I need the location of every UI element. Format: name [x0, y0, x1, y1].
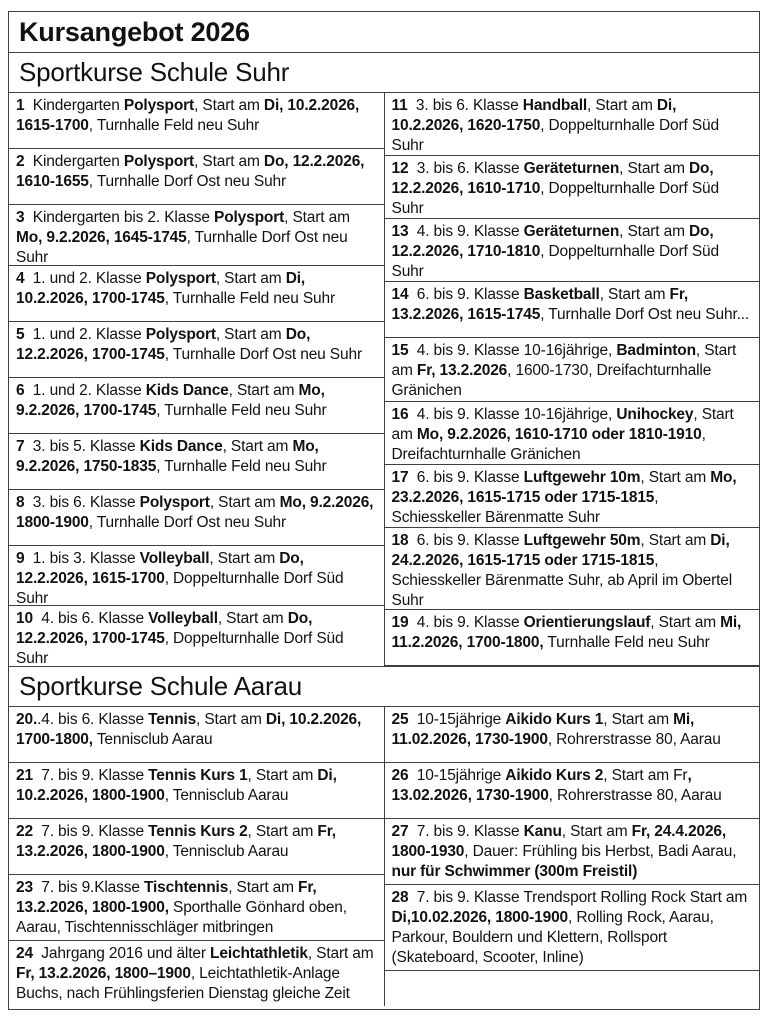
entry-text-segment: 1. und 2. Klasse — [24, 325, 146, 343]
entry-text-segment: Polysport — [139, 493, 210, 511]
course-number: 1 — [16, 97, 25, 114]
entry-text-segment: Aikido Kurs 1 — [505, 711, 604, 728]
course-number: 25 — [391, 711, 409, 728]
empty-cell — [385, 971, 760, 1006]
entry-text-segment: Basketball — [523, 286, 600, 304]
course-entry — [9, 149, 384, 205]
course-number: 7 — [16, 437, 25, 455]
course-entry — [9, 93, 384, 149]
entry-text-segment: Unihockey — [616, 405, 694, 423]
entry-text-segment: Fr, 13.2.2026, 1800-1900, — [16, 879, 321, 916]
entry-text-segment: 7. bis 9. Klasse — [32, 767, 149, 784]
course-entry — [385, 338, 760, 401]
entry-text-segment: 7. bis 9. Klasse Trendsport Rolling Rock Start am — [408, 889, 752, 906]
course-entry — [9, 707, 384, 763]
entry-text-segment: , Tennisclub Aarau — [164, 843, 289, 860]
entry-text-segment: Do, 12.2.2026, 1610-1655 — [16, 153, 369, 190]
course-number: 12 — [391, 160, 409, 178]
course-number: 3 — [16, 209, 25, 226]
entry-text-segment: 7. bis 9. Klasse — [408, 823, 524, 840]
entry-text-segment: , Start am — [194, 153, 264, 170]
course-column — [384, 93, 760, 666]
course-entry — [385, 156, 760, 219]
entry-text-segment: , Start am — [640, 468, 711, 486]
entry-text-segment: , Start am — [619, 223, 690, 241]
entry-text-segment: , Start am — [194, 97, 264, 114]
entry-text-segment: , Rohrerstrasse 80, Aarau — [548, 787, 722, 804]
entry-text-segment: , Start am — [391, 342, 741, 380]
course-entry — [9, 546, 384, 607]
course-number: 24 — [16, 945, 33, 962]
entry-text-segment: Tennisclub Aarau — [92, 731, 213, 748]
entry-text-segment: 4. bis 9. Klasse 10-16jährige, — [408, 342, 617, 360]
course-entry — [385, 219, 760, 282]
entry-text-segment: 4. bis 9. Klasse — [408, 223, 524, 241]
entry-text-segment: Handball — [522, 97, 588, 114]
entry-text-segment: Sporthalle Gönhard oben, Aarau, Tischtennisschläger mitbringen — [16, 899, 351, 936]
entry-text-segment: Fr, 13.2.2026, 1800-1900 — [16, 823, 341, 860]
entry-text-segment: , Doppelturnhalle Dorf Süd Suhr — [16, 630, 348, 666]
entry-text-segment: Tischtennis — [143, 879, 229, 896]
entry-text-segment: Mo, 9.2.2026, 1700-1745 — [16, 381, 329, 419]
entry-text-segment: Luftgewehr 10m — [523, 468, 641, 486]
entry-text-segment: 6. bis 9. Klasse — [408, 286, 524, 304]
course-entry — [9, 606, 384, 666]
entry-text-segment: Di, 10.2.2026, 1700-1745 — [16, 269, 310, 307]
course-entry — [385, 610, 760, 666]
entry-text-segment: , Start am — [603, 711, 674, 728]
course-entry — [9, 266, 384, 322]
entry-text-segment: Di, 10.2.2026, 1700-1800, — [16, 711, 366, 748]
course-entry — [385, 885, 760, 971]
entry-text-segment: Kanu — [523, 823, 562, 840]
entry-text-segment: Fr, 13.2.2026, 1615-1745 — [391, 286, 693, 324]
entry-text-segment: , Start am — [307, 945, 378, 962]
entry-text-segment: , Doppelturnhalle Dorf Süd Suhr — [391, 243, 724, 281]
entry-text-segment: 3. bis 6. Klasse — [24, 493, 140, 511]
entry-text-segment: Tennis Kurs 1 — [148, 767, 248, 784]
course-number: 18 — [391, 531, 409, 549]
course-entry — [9, 378, 384, 434]
entry-text-segment: Badminton — [616, 342, 696, 360]
course-number: 19 — [391, 614, 409, 632]
course-number: 16 — [391, 405, 409, 423]
entry-text-segment: Kindergarten bis 2. Klasse — [24, 209, 214, 226]
course-column — [384, 707, 760, 1006]
entry-text-segment: Do, 12.2.2026, 1610-1710 — [391, 160, 718, 198]
entry-text-segment: , Turnhalle Dorf Ost neu Suhr — [16, 229, 352, 266]
course-entry — [9, 322, 384, 378]
entry-text-segment: Kindergarten — [24, 153, 124, 170]
entry-text-segment: , Schiesskeller Bärenmatte Suhr — [391, 488, 663, 526]
entry-text-segment: Di, 10.2.2026, 1800-1900 — [16, 767, 341, 804]
entry-text-segment: , Start am — [561, 823, 632, 840]
entry-text-segment: , Turnhalle Dorf Ost neu Suhr — [88, 173, 287, 190]
entry-text-segment: , Turnhalle Feld neu Suhr — [156, 457, 327, 475]
entry-text-segment: , 1600-1730, Dreifachturnhalle Gränichen — [391, 362, 716, 400]
course-entry — [9, 763, 384, 819]
course-entry — [9, 205, 384, 266]
entry-text-segment: 7. bis 9. Klasse — [32, 823, 149, 840]
entry-text-segment: 10-15jährige — [408, 767, 506, 784]
entry-text-segment: 1. und 2. Klasse — [24, 381, 146, 399]
entry-text-segment: , Start am — [228, 879, 299, 896]
entry-text-segment: Volleyball — [148, 610, 218, 628]
course-number: 8 — [16, 493, 25, 511]
entry-text-segment: , Rolling Rock, Aarau, Parkour, Bouldern und Klettern, Rollsport (Skateboard, Scooter, Inline) — [391, 909, 718, 966]
entry-text-segment: , Start am — [247, 767, 318, 784]
course-number: 20. — [16, 711, 38, 728]
course-entry — [385, 402, 760, 465]
entry-text-segment: Do, 12.2.2026, 1615-1700 — [16, 549, 308, 587]
course-number: 27 — [391, 823, 409, 840]
entry-text-segment: Do, 12.2.2026, 1710-1810 — [391, 223, 718, 261]
entry-text-segment: Mo, 23.2.2026, 1615-1715 oder 1715-1815 — [391, 468, 741, 506]
entry-text-segment: 1. bis 3. Klasse — [24, 549, 140, 567]
entry-text-segment: , Tennisclub Aarau — [164, 787, 289, 804]
course-table — [8, 11, 760, 1010]
entry-text-segment: Polysport — [145, 325, 216, 343]
entry-text-segment: , Turnhalle Feld neu Suhr — [88, 117, 260, 134]
section-heading: Sportkurse Schule Aarau — [9, 666, 759, 707]
entry-text-segment: Fr, 13.2.2026, 1800–1900 — [16, 965, 191, 982]
entry-text-segment: , Start am — [215, 325, 286, 343]
entry-text-segment: Kids Dance — [145, 381, 229, 399]
entry-text-segment: , Start am — [284, 209, 354, 226]
entry-text-segment: , Turnhalle Feld neu Suhr — [164, 289, 336, 307]
course-number: 26 — [391, 767, 409, 784]
entry-text-segment: Mi, 11.02.2026, 1730-1900 — [391, 711, 699, 748]
entry-text-segment: , Turnhalle Feld neu Suhr — [156, 401, 327, 419]
entry-text-segment: Mo, 9.2.2026, 1750-1835 — [16, 437, 323, 475]
section-heading: Sportkurse Schule Suhr — [9, 52, 759, 93]
entry-text-segment: Di, 10.2.2026, 1615-1700 — [16, 97, 364, 134]
course-number: 15 — [391, 342, 409, 360]
entry-text-segment: Geräteturnen — [523, 160, 620, 178]
course-number: 6 — [16, 381, 25, 399]
course-number: 21 — [16, 767, 33, 784]
entry-text-segment: Mo, 9.2.2026, 1610-1710 oder 1810-1910 — [416, 425, 702, 443]
course-number: 11 — [391, 97, 408, 114]
course-entry — [385, 282, 760, 338]
course-entry — [385, 528, 760, 610]
sections-container — [9, 52, 759, 1006]
entry-text-segment: Polysport — [123, 153, 195, 170]
entry-text-segment: Di,10.02.2026, 1800-1900 — [391, 909, 569, 926]
entry-text-segment: 3. bis 5. Klasse — [24, 437, 140, 455]
entry-text-segment: Aikido Kurs 2 — [505, 767, 604, 784]
entry-text-segment: , Leichtathletik-Anlage Buchs, nach Frühlingsferien Dienstag gleiche Zeit — [16, 965, 350, 1002]
entry-text-segment: , Doppelturnhalle Dorf Süd Suhr — [391, 117, 724, 154]
entry-text-segment: Mo, 9.2.2026, 1800-1900 — [16, 493, 378, 531]
entry-text-segment: , Start am — [228, 381, 299, 399]
entry-text-segment: nur für Schwimmer (300m Freistil) — [391, 863, 638, 880]
entry-text-segment: 4. bis 9. Klasse — [408, 614, 524, 632]
entry-text-segment: , Dauer: Frühling bis Herbst, Badi Aarau, — [464, 843, 741, 860]
course-number: 28 — [391, 889, 409, 906]
entry-text-segment: , Start am — [587, 97, 657, 114]
course-entry — [385, 763, 760, 819]
entry-text-segment: , Schiesskeller Bärenmatte Suhr, ab April im Obertel Suhr — [391, 551, 737, 609]
entry-text-segment: 10-15jährige — [408, 711, 506, 728]
entry-text-segment: Geräteturnen — [523, 223, 620, 241]
course-number: 23 — [16, 879, 33, 896]
entry-text-segment: Di, 10.2.2026, 1620-1750 — [391, 97, 681, 134]
entry-text-segment: .4. bis 6. Klasse — [37, 711, 149, 728]
entry-text-segment: 7. bis 9.Klasse — [32, 879, 144, 896]
entry-text-segment: , Start am — [196, 711, 266, 728]
course-entry — [9, 819, 384, 875]
course-number: 13 — [391, 223, 409, 241]
course-entry — [9, 875, 384, 941]
course-entry — [385, 819, 760, 885]
course-number: 5 — [16, 325, 25, 343]
entry-text-segment: 4. bis 6. Klasse — [32, 610, 149, 628]
entry-text-segment: , Start am — [599, 286, 670, 304]
entry-text-segment: 1. und 2. Klasse — [24, 269, 146, 287]
entry-text-segment: , Start am Fr — [603, 767, 688, 784]
entry-text-segment: , 13.02.2026, 1730-1900 — [391, 767, 696, 804]
entry-text-segment: Volleyball — [139, 549, 210, 567]
entry-text-segment: Polysport — [214, 209, 285, 226]
entry-text-segment: , Dreifachturnhalle Gränichen — [391, 425, 710, 463]
course-entry — [9, 490, 384, 546]
entry-text-segment: , Turnhalle Dorf Ost neu Suhr — [88, 513, 287, 531]
course-number: 10 — [16, 610, 33, 628]
section-body — [9, 93, 759, 666]
entry-text-segment: Fr, 24.4.2026, 1800-1930 — [391, 823, 731, 860]
entry-text-segment: , Start am — [247, 823, 318, 840]
course-number: 2 — [16, 153, 25, 170]
course-number: 14 — [391, 286, 409, 304]
entry-text-segment: , Start am — [640, 531, 711, 549]
entry-text-segment: 6. bis 9. Klasse — [408, 468, 524, 486]
entry-text-segment: Do, 12.2.2026, 1700-1745 — [16, 325, 315, 363]
page-title: Kursangebot 2026 — [19, 16, 250, 47]
entry-text-segment: , Start am — [222, 437, 293, 455]
entry-text-segment: Kindergarten — [24, 97, 124, 114]
entry-text-segment: Luftgewehr 50m — [523, 531, 641, 549]
entry-text-segment: , Rohrerstrasse 80, Aarau — [547, 731, 721, 748]
entry-text-segment: Di, 24.2.2026, 1615-1715 oder 1715-1815 — [391, 531, 734, 569]
entry-text-segment: Kids Dance — [139, 437, 223, 455]
course-number: 4 — [16, 269, 25, 287]
entry-text-segment: Mi, 11.2.2026, 1700-1800, — [391, 614, 746, 652]
section-body — [9, 707, 759, 1006]
entry-text-segment: Leichtathletik — [210, 945, 308, 962]
entry-text-segment: Polysport — [123, 97, 195, 114]
course-entry — [385, 707, 760, 763]
entry-text-segment: , Turnhalle Dorf Ost neu Suhr... — [540, 306, 750, 324]
entry-text-segment: , Doppelturnhalle Dorf Süd Suhr — [391, 180, 724, 218]
entry-text-segment: 4. bis 9. Klasse 10-16jährige, — [408, 405, 617, 423]
course-number: 9 — [16, 549, 25, 567]
entry-text-segment: Polysport — [145, 269, 216, 287]
entry-text-segment: , Turnhalle Dorf Ost neu Suhr — [164, 345, 362, 363]
entry-text-segment: , Start am — [215, 269, 286, 287]
entry-text-segment: Tennis — [148, 711, 197, 728]
entry-text-segment: Tennis Kurs 2 — [148, 823, 248, 840]
course-entry — [385, 93, 760, 156]
course-entry — [385, 465, 760, 528]
course-number: 17 — [391, 468, 409, 486]
entry-text-segment: 3. bis 6. Klasse — [408, 160, 524, 178]
entry-text-segment: , Start am — [391, 405, 738, 443]
entry-text-segment: , Start am — [650, 614, 721, 632]
entry-text-segment: Orientierungslauf — [523, 614, 651, 632]
entry-text-segment: Mo, 9.2.2026, 1645-1745 — [16, 229, 187, 246]
entry-text-segment: , Start am — [619, 160, 690, 178]
course-column — [9, 707, 384, 1006]
entry-text-segment: Do, 12.2.2026, 1700-1745 — [16, 610, 317, 648]
entry-text-segment: , Start am — [217, 610, 288, 628]
course-column — [9, 93, 384, 666]
entry-text-segment: , Doppelturnhalle Dorf Süd Suhr — [16, 569, 348, 607]
entry-text-segment: 3. bis 6. Klasse — [407, 97, 523, 114]
course-number: 22 — [16, 823, 33, 840]
entry-text-segment: Fr, 13.2.2026 — [416, 362, 508, 380]
entry-text-segment: , Start am — [209, 549, 280, 567]
entry-text-segment: Jahrgang 2016 und älter — [32, 945, 211, 962]
entry-text-segment: Turnhalle Feld neu Suhr — [543, 634, 710, 652]
entry-text-segment: 6. bis 9. Klasse — [408, 531, 524, 549]
entry-text-segment: , Start am — [209, 493, 280, 511]
course-entry — [9, 434, 384, 490]
course-entry — [9, 941, 384, 1006]
